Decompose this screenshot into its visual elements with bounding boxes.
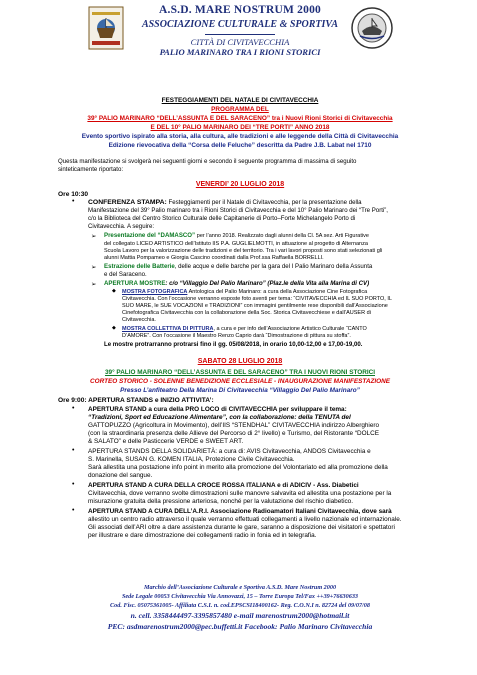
arrow-icon: ➢: [91, 281, 97, 288]
conference-line-3: c/o la Biblioteca del Centro Storico Culturale delle Capitanerie di Porto–Forte Michelangelo Porto di: [88, 215, 356, 222]
org-city: CITTÀ DI CIVITAVECCHIA: [190, 37, 290, 47]
festivities-heading: FESTEGGIAMENTI DEL NATALE DI CIVITAVECCHIA: [161, 97, 319, 104]
stand1-line-1: [88, 406, 347, 414]
stand4-line-1: APERTURA STAND A CURA DELL’A.R.I. Associazione Radioamatori Italiani Civitavecchia, dove sarà: [88, 508, 392, 515]
arrow-icon: ➢: [91, 264, 97, 271]
stand2-line-3: Sarà allestita una postazione info point in merito alla promozione del Volontariato ed alla promozione della: [88, 464, 388, 471]
bullet-icon: •: [72, 507, 75, 514]
bullet-icon: •: [72, 481, 75, 488]
header-divider: [205, 34, 275, 35]
bullet-icon: •: [72, 198, 75, 205]
day2-palio-line: 39° PALIO MARINARO “DELL’ASSUNTA E DEL SARACENO” TRA I NUOVI RIONI STORICI: [104, 369, 376, 376]
footer-contacts[interactable]: n. cell. 3358444497-3395857480 e-mail marenostrum2000@hotmail.it: [130, 611, 350, 620]
bullet-icon: ◆: [112, 288, 116, 294]
bullet-icon: •: [72, 405, 75, 412]
mostre-closing: Le mostre protrarranno protrarsi fino il gg. 05/08/2018, in orario 10,00-12,00 e 17,00-19,00.: [104, 341, 363, 348]
mostre-line: [104, 280, 369, 288]
intro-desc-1: Questa manifestazione si svolgerà nei seguenti giorni e secondo il seguente programma di massima di seguito: [58, 158, 357, 165]
day2-corteo-line: CORTEO STORICO - SOLENNE BENEDIZIONE ECCLESIALE - INAUGURAZIONE MANIFESTAZIONE: [89, 378, 391, 385]
damasco-line-2: del collegato LICEO ARTISTICO dell’Istituto IIS P.A. GUGLIELMOTTI, in attuazione al progetto di Alternanza: [104, 241, 368, 247]
conference-text-1: Festeggiamenti per il Natale di Civitavecchia, per la presentazione della: [168, 199, 362, 206]
pittura-text-1: , a cura e per info dell’Associazione Artistico Culturale “CANTO: [213, 326, 367, 332]
program-heading: PROGRAMMA DEL: [211, 106, 269, 113]
conference-line-4: Civitavecchia. A seguire:: [88, 223, 155, 230]
stand4-line-4: per illustrare e dare dimostrazione dei collegamenti radio in fonia ed in telegrafia.: [88, 532, 317, 539]
day1-time: Ore 10:30: [58, 191, 89, 198]
org-subtitle: ASSOCIAZIONE CULTURALE & SPORTIVA: [141, 19, 339, 30]
stand1-line-3: GATTOPUZZO (Agricoltura in Movimento), dell’IIS “STENDHAL” CIVITAVECCHIA indirizzo Alberghiero: [88, 422, 380, 429]
foto-text-1: Antologica del Palio Marinaro: a cura della Associazione Cine Fotografica: [188, 289, 368, 295]
footer-trademark: Marchio dell’Associazione Culturale e Sportiva A.S.D. Mare Nostrum 2000: [143, 584, 337, 591]
stand3-line-3: misurazione gratuita della pressione arteriosa, nonché per la valutazione del rischio diabetico.: [88, 498, 354, 505]
footer-pec-facebook[interactable]: PEC: asdmarenostrum2000@pec.buffetti.it Facebook: Palio Marinaro Civitavecchia: [107, 622, 373, 631]
damasco-line-3: Scuola Lavoro per la valorizzazione delle tradizioni e del territorio. Tra i vari lavori proposti sono stati selezionati gli: [104, 248, 383, 254]
pittura-line-2: D’AMORE”. Con l’occasione il Maestro Renzo Caprio darà “Dimostrazione di pittura su stoffa”.: [122, 333, 351, 339]
stand2-line-2: S. Marinella, SUSAN G. KOMEN ITALIA, Protezione Civile Civitavecchia.: [88, 456, 295, 463]
stand1-text-2: “Tradizioni, Sport ed Educazione Alimentare”, con la collaborazione: della TENUTA del: [88, 414, 351, 421]
damasco-line-4: alunni Mattia Pompameo e Giorgia Cascino coordinati dalla Prof.ssa Raffaella BORRELLI.: [104, 255, 324, 261]
damasco-line-1: [104, 232, 369, 240]
palio-line-2: E DEL 10° PALIO MARINARO DEI “TRE PORTI” ANNO 2018: [150, 124, 330, 131]
footer-address: Sede Legale 00053 Civitavecchia Via Annovazzi, 15 – Torre Europa Tel/Fax ++39+76630633: [121, 593, 359, 600]
stand2-line-4: donazione del sangue.: [88, 472, 153, 479]
day1-date: VENERDI’ 20 LUGLIO 2018: [195, 181, 285, 188]
intro-desc-2: sinteticamente riportato:: [58, 166, 124, 173]
batterie-line-1: [104, 263, 372, 271]
bullet-icon: ◆: [112, 325, 116, 331]
batterie-line-2: e del Saraceno.: [104, 271, 147, 278]
foto-line-3: SUO MARE, le SUE VOCAZIONI e TRADIZIONI” con immagini gentilmente rese disponibili dall’Associazione: [122, 303, 388, 309]
palio-line-1: 39° PALIO MARINARO “DELL’ASSUNTA E DEL SARACENO” tra i Nuovi Rioni Storici di Civitavecchia: [87, 115, 393, 122]
stand1-line-2: [88, 414, 351, 422]
day2-location-line: Presso L’anfiteatro Della Marina Di Civitavecchia “Villaggio Del Palio Marinaro”: [120, 387, 360, 394]
org-palio: PALIO MARINARO TRA I RIONI STORICI: [159, 47, 321, 57]
stand4-line-2: allestito un centro radio attraverso il quale verranno effettuati collegamenti a livello nazionale ed internazionale.: [88, 516, 402, 523]
conference-title: CONFERENZA STAMPA:: [88, 199, 167, 206]
batterie-title: Estrazione delle Batterie: [104, 263, 175, 270]
org-title: A.S.D. MARE NOSTRUM 2000: [159, 4, 321, 16]
foto-title: MOSTRA FOTOGRAFICA: [122, 289, 188, 295]
stand1-line-4: (con la straordinaria presenza delle Allieve del Percorso di 2° livello) e Turismo, del Ristorante “DOLCE: [88, 430, 379, 437]
foto-line-2: Civitavecchia. Con l’occasione verranno esposte foto aventi per tema: “CIVITAVECCHIA ed IL SUO PORTO, IL: [122, 296, 392, 302]
bullet-icon: •: [72, 447, 75, 454]
stand3-line-2: Civitavecchia, dove verranno svolte dimostrazioni sulle manovre salvavita ed allestita una postazione per la: [88, 490, 392, 497]
damasco-text-1: per l’anno 2018. Realizzato dagli alunni della Cl. 5A sez. Arti Figurative: [196, 233, 369, 239]
damasco-title: Presentazione del “DAMASCO”: [104, 232, 196, 239]
stand1-line-5: & SALATO” e delle Pasticcerie VERDE e SWEET ART.: [88, 438, 244, 445]
stand3-line-1: APERTURA STAND A CURA DELLA CROCE ROSSA ITALIANA e di ADICIV - Ass. Diabetici: [88, 482, 359, 489]
foto-line-4: Cinefotografica Civitavecchia con la collaborazione della Soc. Storica Civitavecchiese e dall’AUSER di: [122, 310, 371, 316]
event-desc-line: Evento sportivo ispirato alla storia, alla cultura, alle tradizioni e alle leggende della Città di Civitavecchia: [81, 133, 399, 140]
day2-time: Ore 9:00: APERTURA STANDS e INIZIO ATTIVITA’:: [58, 397, 214, 404]
arrow-icon: ➢: [91, 233, 97, 240]
batterie-text-1: , delle acque e delle barche per la gara del I Palio Marinaro della Assunta: [174, 263, 373, 270]
mostre-text: : c/o “Villaggio Del Palio Marinaro” (Plaz.le della Vita alla Marina di CV): [165, 280, 370, 287]
conference-line-1: [88, 199, 362, 207]
stand1-text-1: APERTURA STAND a cura della PRO LOCO di CIVITAVECCHIA per sviluppare il tema:: [88, 406, 347, 413]
pittura-title: MOSTRA COLLETTIVA DI PITTURA: [122, 326, 214, 332]
day2-date: SABATO 28 LUGLIO 2018: [197, 358, 283, 365]
rioni-logo: [88, 6, 124, 50]
stand4-line-3: Gli associati dell’ARI oltre a dare assistenza durante le gare, saranno a disposizione dei visitatori e spettatori: [88, 524, 395, 531]
conference-line-2: Manifestazione del 39° Palio marinaro tra i Rioni Storici di Civitavecchia e del 10° Palio Marinaro dei “Tre Porti”,: [88, 207, 388, 214]
edition-line: Edizione rievocativa della “Corsa delle Feluche” descritta da Padre J.B. Labat nel 1710: [108, 142, 372, 149]
foto-line-5: Civitavecchia.: [122, 317, 156, 323]
footer-fiscal: Cod. Fisc. 05075361005- Affiliata C.S.I. n. cod.EPSCSI18400162- Reg. C.O.N.I n. 82724 del 09/07/08: [110, 602, 370, 609]
stand2-line-1: APERTURA STANDS DELLA SOLIDARIETÀ: a cura di: AVIS Civitavecchia, ANDOS Civitavecchia e: [88, 448, 371, 455]
mostre-title: APERTURA MOSTRE: [104, 280, 166, 287]
